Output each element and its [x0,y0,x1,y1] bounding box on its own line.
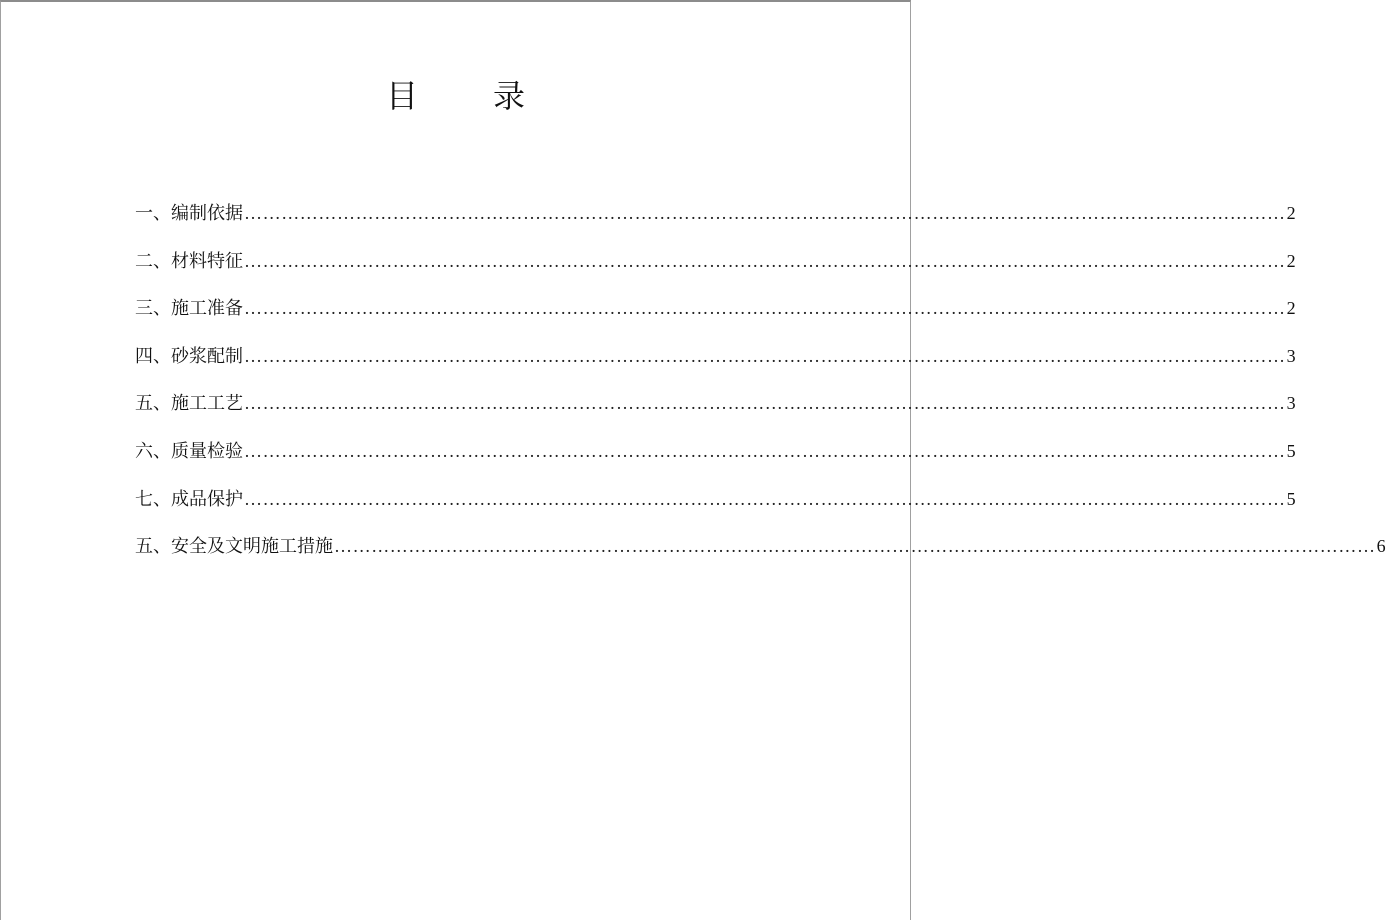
toc-entry [135,198,1296,246]
toc-dot-leader: …………………………………………………………………………………………………………………………………………………… [244,393,1286,414]
toc-dot-leader: …………………………………………………………………………………………………………………………………………………… [334,536,1376,557]
toc-entry [135,388,1296,436]
toc-entry-label: 七、成品保护 [135,488,243,510]
toc-entry-label: 二、材料特征 [135,250,243,272]
toc-entry [135,436,1296,484]
toc-dot-leader: …………………………………………………………………………………………………………………………………………………… [244,440,1286,461]
toc-entry-label: 五、施工工艺 [135,393,243,415]
toc-entry [135,484,1296,532]
toc-entry [135,531,1386,579]
toc-dot-leader: …………………………………………………………………………………………………………………………………………………… [244,250,1286,271]
toc-dot-leader: …………………………………………………………………………………………………………………………………………………… [244,488,1286,509]
toc-dot-leader: …………………………………………………………………………………………………………………………………………………… [244,345,1286,366]
toc-page-number: 3 [1286,345,1296,366]
table-of-contents [135,198,1386,579]
toc-entry [135,293,1296,341]
toc-entry-label: 三、施工准备 [135,298,243,320]
toc-entry [135,341,1296,389]
toc-dot-leader: …………………………………………………………………………………………………………………………………………………… [244,298,1286,319]
toc-page-number: 2 [1286,203,1296,223]
toc-page-number: 2 [1286,298,1296,319]
toc-page-number: 6 [1376,536,1386,557]
toc-entry-label: 四、砂浆配制 [135,345,243,367]
toc-page-number: 2 [1286,250,1296,271]
toc-page-number: 3 [1286,393,1296,414]
toc-entry [135,246,1296,294]
toc-dot-leader: …………………………………………………………………………………………………………………………………………………… [244,203,1286,223]
toc-page-number: 5 [1286,488,1296,509]
toc-page-number: 5 [1286,440,1296,461]
toc-entry-label: 六、质量检验 [135,440,243,462]
toc-entry-label: 五、安全及文明施工措施 [135,536,333,558]
toc-entry-label: 一、编制依据 [135,203,243,224]
page-title: 目 录 [385,77,528,115]
